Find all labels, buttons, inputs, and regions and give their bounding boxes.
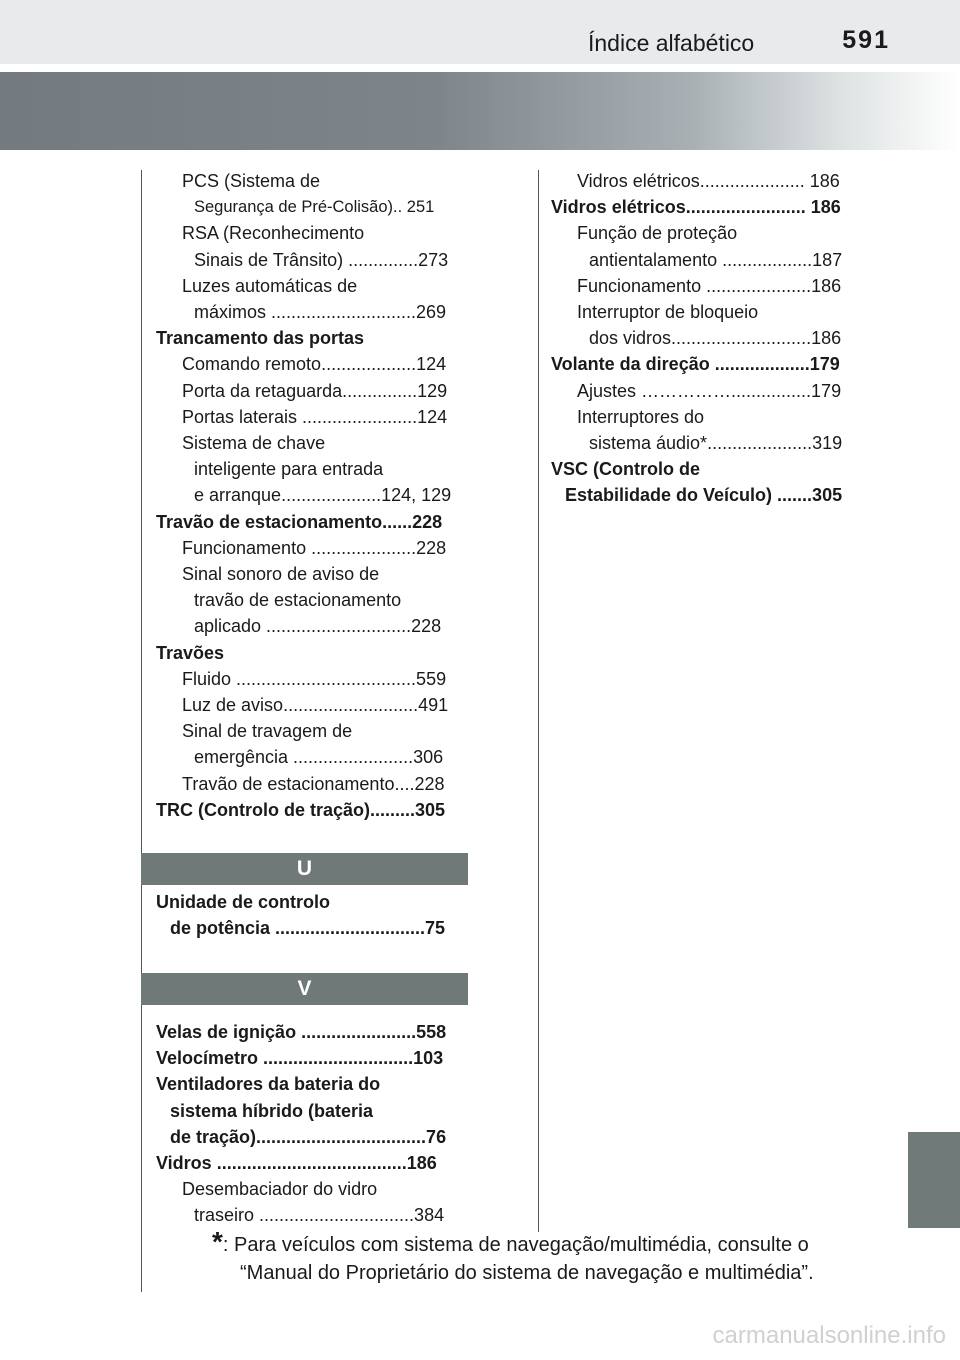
section-header-v: V — [141, 973, 468, 1005]
index-entry: TRC (Controlo de tração).........305 — [156, 799, 446, 820]
index-entry: antientalamento ..................187 — [589, 249, 843, 270]
index-entry: Velocímetro ..............................103 — [156, 1048, 444, 1069]
index-entry: Segurança de Pré-Colisão).. 251 — [194, 198, 435, 217]
section-header-u: U — [141, 853, 468, 885]
index-entry: e arranque....................124, 129 — [194, 485, 452, 506]
index-entry: Vidros ......................................186 — [156, 1153, 437, 1174]
index-entry: inteligente para entrada — [194, 459, 384, 480]
index-entry: Sinal de travagem de — [182, 721, 353, 742]
index-entry: RSA (Reconhecimento — [182, 223, 365, 244]
left-index-column — [156, 168, 468, 823]
right-column-rule — [538, 170, 539, 1232]
section-v-entries — [156, 1019, 468, 1229]
index-entry: Interruptor de bloqueio — [577, 302, 759, 323]
index-entry: Interruptores do — [577, 406, 705, 427]
index-entry: Velas de ignição .......................558 — [156, 1022, 447, 1042]
index-entry: Travão de estacionamento......228 — [156, 511, 443, 532]
index-entry: traseiro ...............................384 — [194, 1205, 445, 1226]
index-entry: Função de proteção — [577, 223, 738, 244]
index-entry: Vidros elétricos........................ 186 — [551, 197, 841, 218]
left-column-rule — [141, 170, 142, 1292]
footnote-line-1: : Para veículos com sistema de navegação/multimédia, consulte o — [222, 1234, 809, 1256]
footnote-marker: * — [212, 1226, 223, 1257]
index-entry: emergência ........................306 — [194, 747, 444, 768]
index-entry: Ventiladores da bateria do — [156, 1074, 381, 1095]
footnote — [212, 1228, 814, 1287]
index-entry: Estabilidade do Veículo) .......305 — [565, 485, 843, 506]
index-entry: Fluido ....................................559 — [182, 668, 447, 689]
watermark: carmanualsonline.info — [712, 1322, 946, 1349]
right-index-column — [551, 168, 863, 509]
index-entry: Sinal sonoro de aviso de — [182, 564, 380, 585]
index-entry: dos vidros............................186 — [589, 328, 842, 349]
index-entry: Sinais de Trânsito) ..............273 — [194, 249, 449, 270]
section-u-entries — [156, 889, 468, 941]
footnote-line-2: “Manual do Proprietário do sistema de navegação e multimédia”. — [240, 1262, 814, 1284]
header-banner — [0, 72, 960, 150]
index-entry: Sistema de chave — [182, 433, 326, 454]
index-entry: travão de estacionamento — [194, 590, 402, 611]
index-entry: Porta da retaguarda...............129 — [182, 380, 448, 401]
index-entry: aplicado .............................228 — [194, 616, 442, 637]
index-entry: Unidade de controlo — [156, 892, 331, 912]
index-entry: VSC (Controlo de — [551, 459, 700, 480]
index-entry: Comando remoto...................124 — [182, 354, 447, 375]
index-entry: Vidros elétricos..................... 186 — [577, 171, 840, 191]
index-entry: Funcionamento .....................228 — [182, 537, 447, 558]
page-title: Índice alfabético — [588, 30, 755, 56]
header-bar — [0, 0, 960, 64]
index-entry: Desembaciador do vidro — [182, 1179, 378, 1200]
index-entry: máximos .............................269 — [194, 302, 447, 323]
index-entry: de tração)..................................76 — [170, 1126, 447, 1147]
index-entry: Travão de estacionamento....228 — [182, 773, 445, 794]
index-entry: de potência ..............................75 — [170, 918, 446, 939]
index-entry: Volante da direção ...................179 — [551, 354, 840, 375]
index-entry: Ajustes ……………................179 — [577, 380, 842, 401]
index-entry: PCS (Sistema de — [182, 171, 321, 191]
index-side-tab — [908, 1132, 960, 1228]
page-number: 591 — [842, 26, 890, 54]
index-entry: Trancamento das portas — [156, 328, 365, 349]
index-entry: Funcionamento .....................186 — [577, 275, 842, 296]
index-entry: Luz de aviso...........................491 — [182, 695, 449, 716]
index-entry: Luzes automáticas de — [182, 275, 358, 296]
index-entry: sistema áudio*.....................319 — [589, 433, 843, 454]
index-entry: Portas laterais .......................124 — [182, 406, 448, 427]
index-entry: sistema híbrido (bateria — [170, 1100, 374, 1121]
index-entry: Travões — [156, 642, 225, 663]
